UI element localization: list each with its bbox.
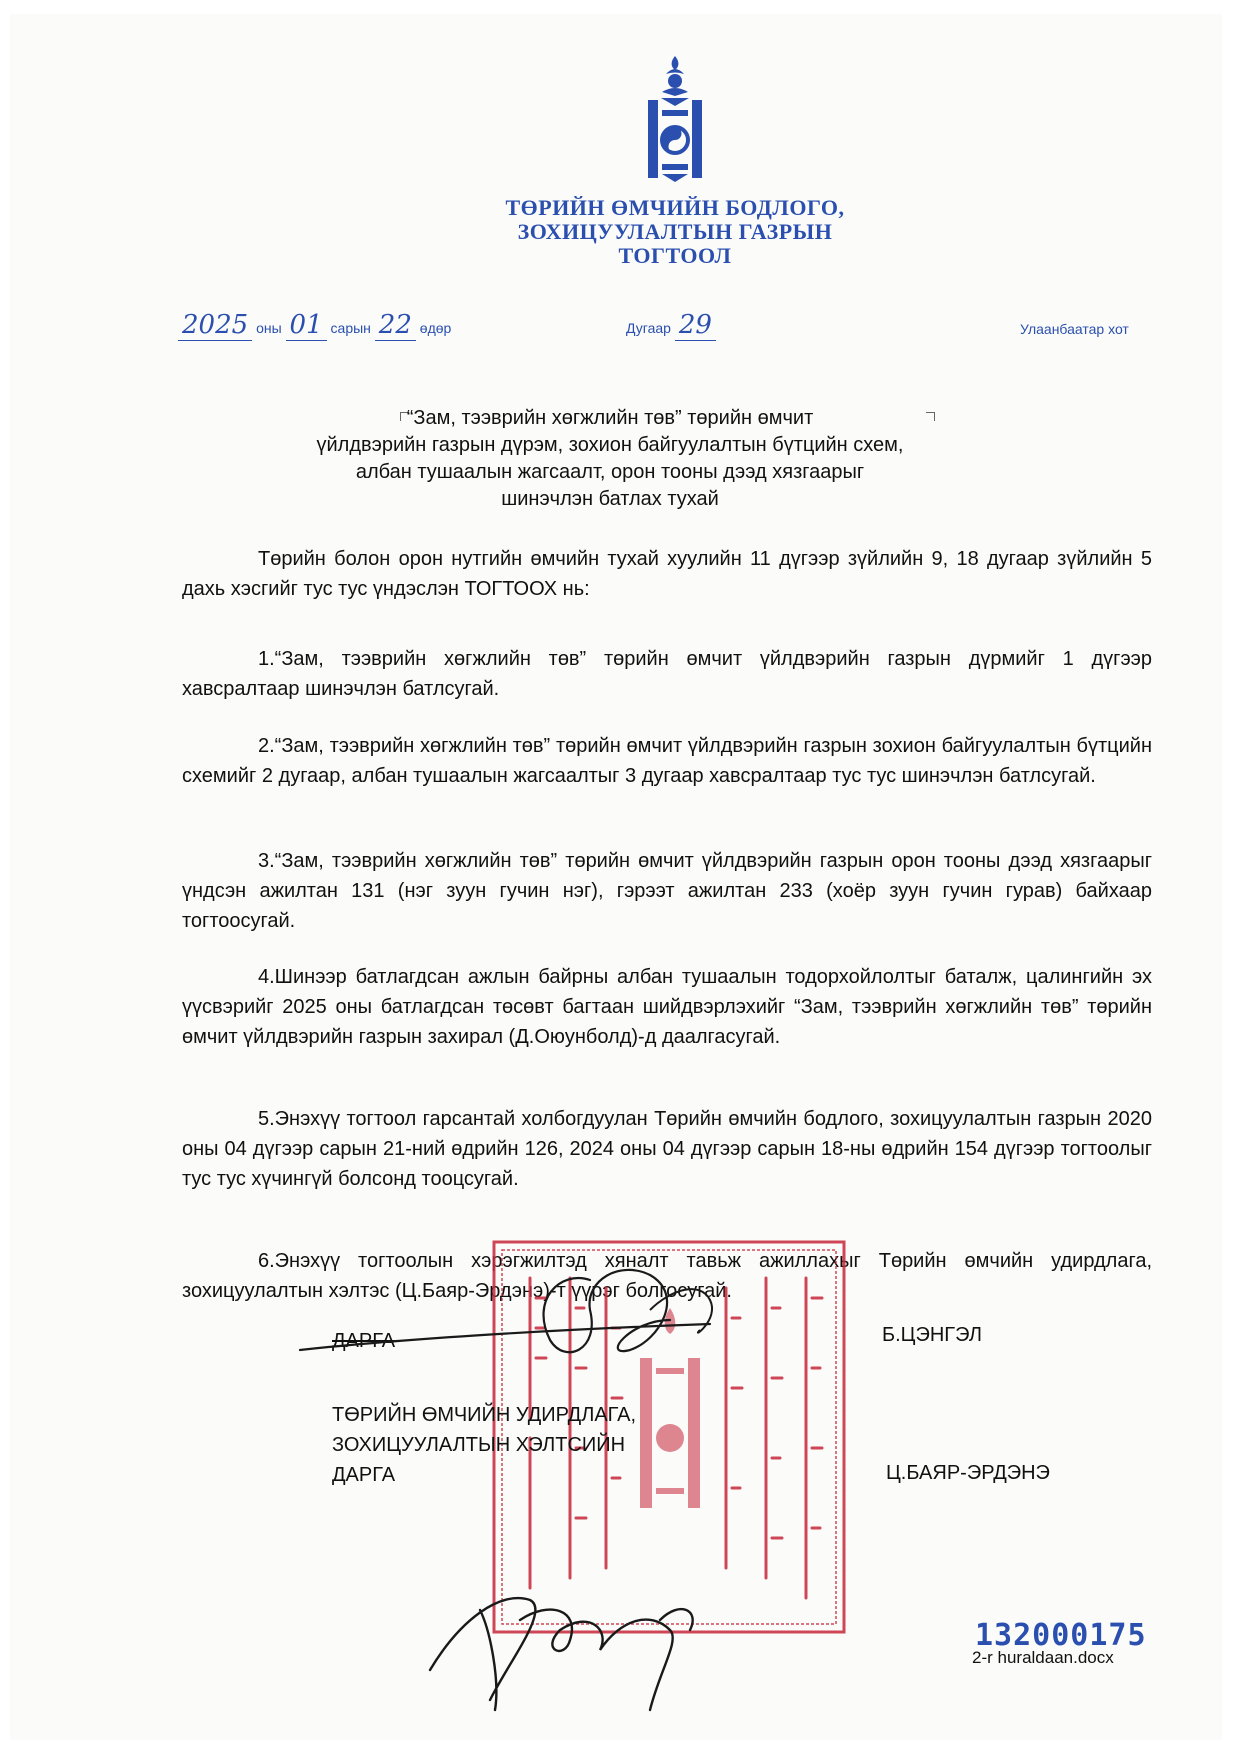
issuer-header	[420, 196, 930, 268]
day-suffix: өдөр	[419, 320, 452, 336]
clause-6: 6.Энэхүү тогтоолын хэрэгжилтэд хяналт тавьж ажиллахыг Төрийн өмчийн удирдлага, зохицуулалтын хэлтэс (Ц.Баяр-Эрдэнэ)-т үүрэг болгосугай.	[182, 1250, 1152, 1302]
signatory-1-role: ДАРГА	[332, 1330, 396, 1352]
signatory-2-role-line-1: ТӨРИЙН ӨМЧИЙН УДИРДЛАГА,	[332, 1404, 637, 1426]
decree-number: 29	[675, 310, 716, 341]
signature-1-handwriting	[290, 1240, 760, 1390]
header-line-3: ТОГТООЛ	[618, 243, 732, 268]
signatory-2-role-line-3: ДАРГА	[332, 1464, 396, 1486]
title-line-4: шинэчлэн батлах тухай	[501, 488, 719, 510]
decree-number-line	[626, 310, 716, 341]
clause-3: 3.“Зам, тээврийн хөгжлийн төв” төрийн өмчит үйлдвэрийн газрын орон тооны дээд хязгаарыг үндсэн ажилтан 131 (нэг зуун гучин нэг), гэрээт ажилтан 233 (хоёр зуун гучин гурав) байхаар тогтоосугай.	[182, 850, 1152, 932]
clause-1: 1.“Зам, тээврийн хөгжлийн төв” төрийн өмчит үйлдвэрийн газрын дүрмийг 1 дүгээр хавсралтаар шинэчлэн батлсугай.	[182, 648, 1152, 700]
date-year: 2025	[178, 310, 252, 341]
clause-4: 4.Шинээр батлагдсан ажлын байрны албан тушаалын тодорхойлолтыг баталж, цалингийн эх үүсвэрийг 2025 оны батлагдсан төсөвт багтаан шийдвэрлэхийг “Зам, тээврийн хөгжлийн төв” төрийн өмчит үйлдвэрийн газрын захирал (Д.Оюунболд)-д даалгасугай.	[182, 966, 1152, 1048]
preamble-paragraph: Төрийн болон орон нутгийн өмчийн тухай хуулийн 11 дүгээр зүйлийн 9, 18 дугаар зүйлийн 5 дахь хэсгийг тус тус үндэслэн ТОГТООХ нь:	[182, 548, 1152, 600]
date-line	[178, 310, 451, 341]
date-day: 22	[375, 310, 416, 341]
year-suffix: оны	[256, 320, 282, 336]
registration-number: 132000175	[975, 1618, 1147, 1653]
signatory-2-role	[332, 1400, 636, 1490]
header-line-1: ТӨРИЙН ӨМЧИЙН БОДЛОГО,	[505, 195, 845, 220]
date-month: 01	[286, 310, 327, 341]
signatory-2-name: Ц.БАЯР-ЭРДЭНЭ	[886, 1462, 1050, 1484]
signatory-2-role-line-2: ЗОХИЦУУЛАЛТЫН ХЭЛТСИЙН	[332, 1434, 626, 1456]
signatory-1-name: Б.ЦЭНГЭЛ	[882, 1324, 982, 1346]
number-label: Дугаар	[626, 320, 671, 336]
title-line-2: үйлдвэрийн газрын дүрэм, зохион байгуулалтын бүтцийн схем,	[316, 434, 904, 456]
file-name: 2-r huraldaan.docx	[972, 1648, 1114, 1667]
month-suffix: сарын	[330, 320, 371, 336]
soyombo-emblem-icon	[644, 54, 706, 184]
document-title	[240, 405, 980, 513]
city-label: Улаанбаатар хот	[1020, 321, 1129, 337]
clause-5: 5.Энэхүү тогтоол гарсантай холбогдуулан Төрийн өмчийн бодлого, зохицуулалтын газрын 2020 оны 04 дүгээр сарын 21-ний өдрийн 126, 2024 оны 04 дүгээр сарын 18-ны өдрийн 154 дүгээр тогтоолыг тус тус хүчингүй болсонд тооцсугай.	[182, 1108, 1152, 1190]
clause-2: 2.“Зам, тээврийн хөгжлийн төв” төрийн өмчит үйлдвэрийн газрын зохион байгуулалтын бүтцийн схемийг 2 дугаар, албан тушаалын жагсаалтыг 3 дугаар хавсралтаар тус тус шинэчлэн батлсугай.	[182, 735, 1152, 787]
title-line-1: “Зам, тээврийн хөгжлийн төв” төрийн өмчит	[406, 407, 814, 429]
title-line-3: албан тушаалын жагсаалт, орон тооны дээд хязгаарыг	[355, 461, 865, 483]
header-line-2: ЗОХИЦУУЛАЛТЫН ГАЗРЫН	[517, 219, 833, 244]
signature-2-handwriting	[420, 1560, 720, 1720]
